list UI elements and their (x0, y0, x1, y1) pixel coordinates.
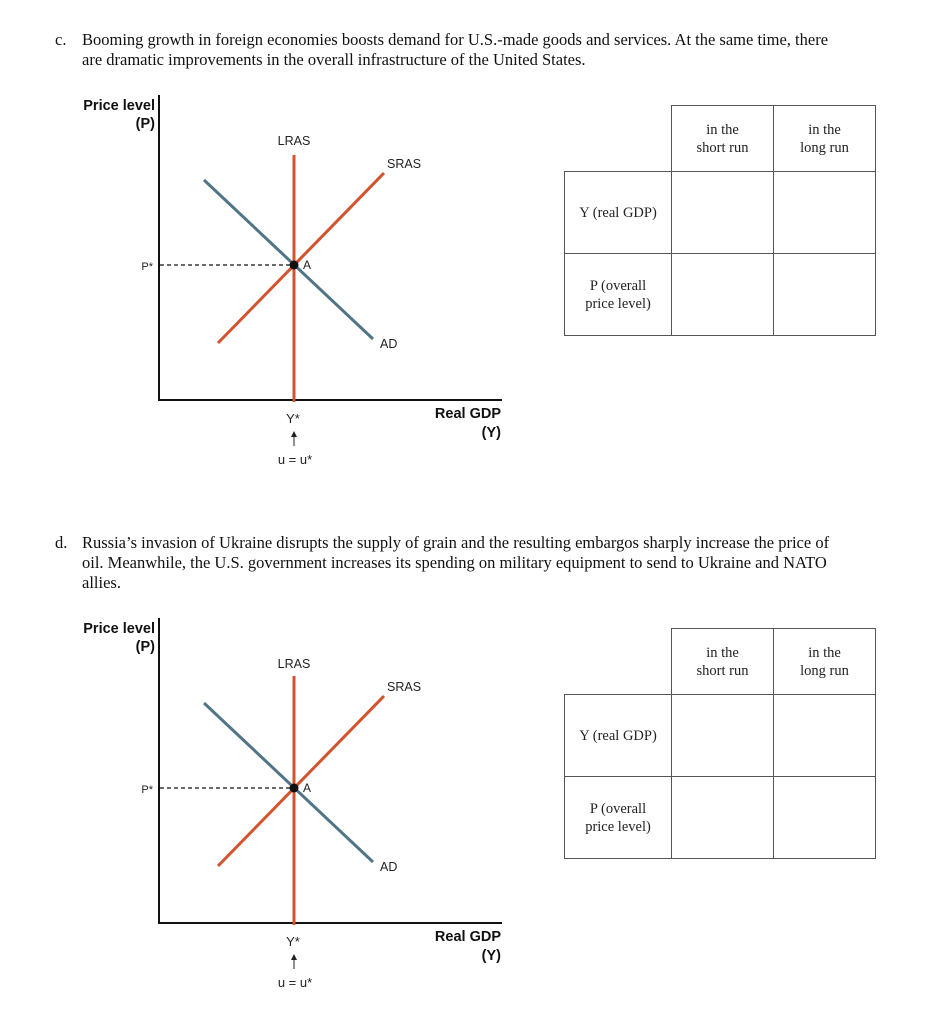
row-label-price-level: P (overall price level) (565, 777, 672, 859)
row-label-price-level: P (overall price level) (565, 254, 672, 336)
lras-label: LRAS (277, 657, 311, 671)
x-axis-label-line1: Real GDP (434, 929, 501, 945)
ad-as-graph-d (0, 523, 520, 1003)
p-star-label: P* (141, 261, 153, 273)
y-axis-label-line1: Price level (83, 98, 155, 114)
answer-cell-p-short-run[interactable] (672, 254, 774, 336)
answer-cell-p-long-run[interactable] (774, 777, 876, 859)
answer-cell-p-short-run[interactable] (672, 777, 774, 859)
point-a-label: A (303, 781, 312, 795)
y-star-label: Y* (286, 411, 300, 426)
graph-c (0, 0, 520, 467)
y-star-arrow-head (291, 431, 297, 437)
ad-label: AD (380, 860, 398, 874)
question-d-line-2: oil. Meanwhile, the U.S. government increases its spending on military equipment to send to Ukraine and NATO (82, 553, 827, 572)
question-d-line-1: Russia’s invasion of Ukraine disrupts the supply of grain and the resulting embargos sharply increase the price of (82, 533, 830, 552)
header-short-run: in the short run (672, 629, 774, 695)
sras-curve (218, 173, 384, 343)
question-d-line-3: allies. (82, 573, 121, 592)
lras-label: LRAS (277, 134, 311, 148)
answer-cell-y-long-run[interactable] (774, 172, 876, 254)
ad-as-graph-c (0, 0, 520, 480)
question-c-letter: c. (55, 30, 67, 49)
graph-d (0, 523, 520, 990)
header-short-run: in the short run (672, 106, 774, 172)
header-long-run: in the long run (774, 106, 876, 172)
answer-cell-y-short-run[interactable] (672, 172, 774, 254)
answer-cell-y-long-run[interactable] (774, 695, 876, 777)
x-axis-label-line2: (Y) (481, 425, 501, 441)
p-star-label: P* (141, 784, 153, 796)
table-corner (565, 629, 672, 695)
equilibrium-point-a (290, 261, 299, 270)
answer-table-c (564, 105, 876, 336)
table-corner (565, 106, 672, 172)
ad-label: AD (380, 337, 398, 351)
sras-curve (218, 696, 384, 866)
y-star-arrow-head (291, 954, 297, 960)
answer-cell-y-short-run[interactable] (672, 695, 774, 777)
sras-label: SRAS (387, 680, 422, 694)
question-c-line-1: Booming growth in foreign economies boosts demand for U.S.-made goods and services. At the same time, there (82, 30, 829, 49)
y-axis-label-line2: (P) (135, 639, 155, 655)
ad-curve (204, 180, 373, 339)
x-axis-label-line1: Real GDP (434, 406, 501, 422)
header-long-run: in the long run (774, 629, 876, 695)
y-axis-label-line2: (P) (135, 116, 155, 132)
natural-unemployment-label: u = u* (277, 452, 313, 467)
answer-table-d (564, 628, 876, 859)
y-star-label: Y* (286, 934, 300, 949)
point-a-label: A (303, 258, 312, 272)
equilibrium-point-a (290, 784, 299, 793)
answer-cell-p-long-run[interactable] (774, 254, 876, 336)
natural-unemployment-label: u = u* (277, 975, 313, 990)
question-c-line-2: are dramatic improvements in the overall infrastructure of the United States. (82, 50, 586, 69)
question-d-letter: d. (55, 533, 68, 552)
ad-curve (204, 703, 373, 862)
row-label-real-gdp: Y (real GDP) (565, 172, 672, 254)
sras-label: SRAS (387, 157, 422, 171)
row-label-real-gdp: Y (real GDP) (565, 695, 672, 777)
y-axis-label-line1: Price level (83, 621, 155, 637)
x-axis-label-line2: (Y) (481, 948, 501, 964)
